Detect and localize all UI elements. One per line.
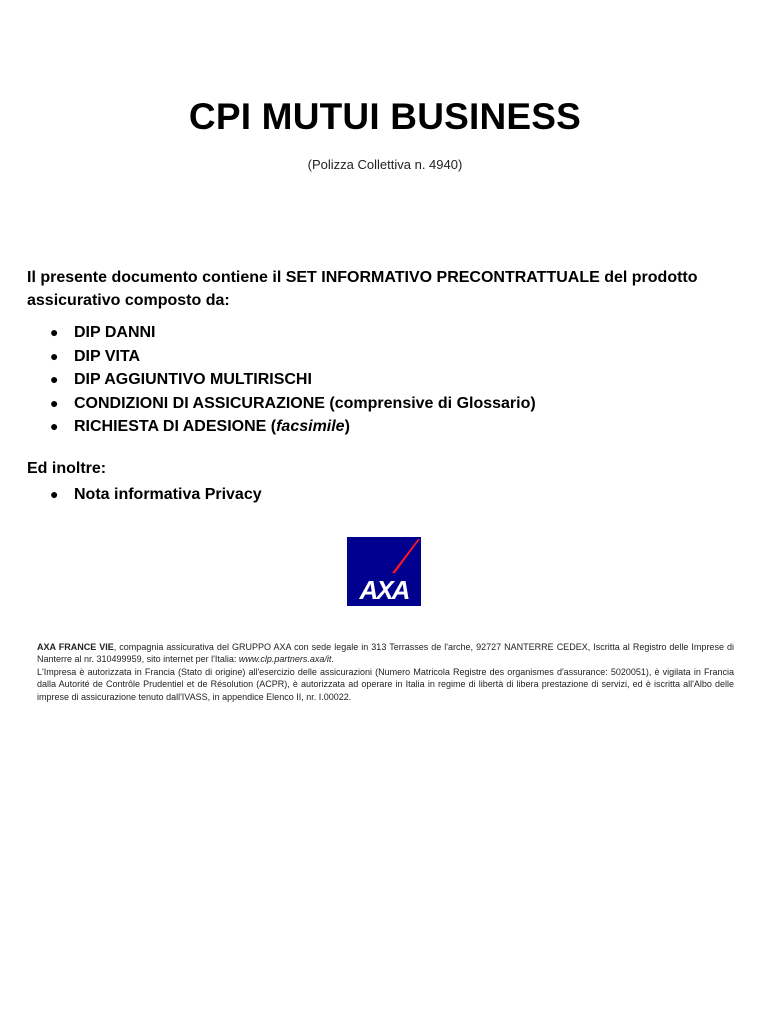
inoltre-heading: Ed inoltre: [27,460,107,477]
list-item [50,368,536,392]
footer-legal-notice [37,641,734,703]
document-title: CPI MUTUI BUSINESS [188,96,582,137]
document-contents-list [50,321,536,439]
website-link[interactable]: www.clp.partners.axa/it [238,654,332,665]
bullet-icon: ● [50,486,59,502]
list-item-text: DIP AGGIUNTIVO MULTIRISCHI [74,371,312,388]
list-item-text: DIP DANNI [74,324,156,341]
list-item [50,321,536,345]
bullet-icon: ● [50,347,59,364]
bullet-icon: ● [50,371,59,387]
footer-text-end: . [331,654,334,665]
axa-logo-mark [347,537,421,606]
footer-paragraph-1 [37,641,734,666]
footer-text: , compagnia assicurativa del GRUPPO AXA con sede legale in 313 Terrasses de l'arche, 92727 NANTERRE CEDEX, Iscritta al Registro delle Imprese di Nanterre al nr. 310499959, sito internet per l'Italia: [37,642,734,665]
list-item [50,345,536,369]
list-item-text: DIP VITA [74,347,141,365]
list-item [50,483,262,507]
bullet-icon: ● [50,324,59,340]
svg-text:AXA: AXA [359,575,409,605]
list-item-text: RICHIESTA DI ADESIONE [74,418,267,435]
company-name: AXA FRANCE VIE [37,642,114,652]
list-item-paren-open: ( [266,418,277,435]
list-item [50,392,536,416]
bullet-icon: ● [50,418,59,434]
list-item [50,415,536,439]
list-item-text: Nota informativa Privacy [74,486,262,503]
document-subtitle: (Polizza Collettiva n. 4940) [307,157,463,172]
list-item-italic-note: facsimile [276,418,345,435]
list-item-text: CONDIZIONI DI ASSICURAZIONE [74,394,325,412]
axa-logo [347,537,421,606]
bullet-icon: ● [50,394,59,411]
additional-contents-list [50,483,262,507]
intro-paragraph: Il presente documento contiene il SET INFORMATIVO PRECONTRATTUALE del prodotto assicurativo composto da: [27,269,698,309]
list-item-paren-close: ) [344,418,350,435]
footer-paragraph-2: L'Impresa è autorizzata in Francia (Stato di origine) all'esercizio delle assicurazioni (Numero Matricola Registre des organismes d'assurance: 5020051), è vigilata in Francia dalla Autorité de Contrôle Prudentiel et de Résolution (ACPR), è autorizzata ad operare in Italia in regime di libertà di libera prestazione di servizi, ed è iscritta all'Albo delle imprese di assicurazione tenuto dall'IVASS, in appendice Elenco II, nr. I.00022. [37,666,734,702]
list-item-note: (comprensive di Glossario) [324,394,536,412]
